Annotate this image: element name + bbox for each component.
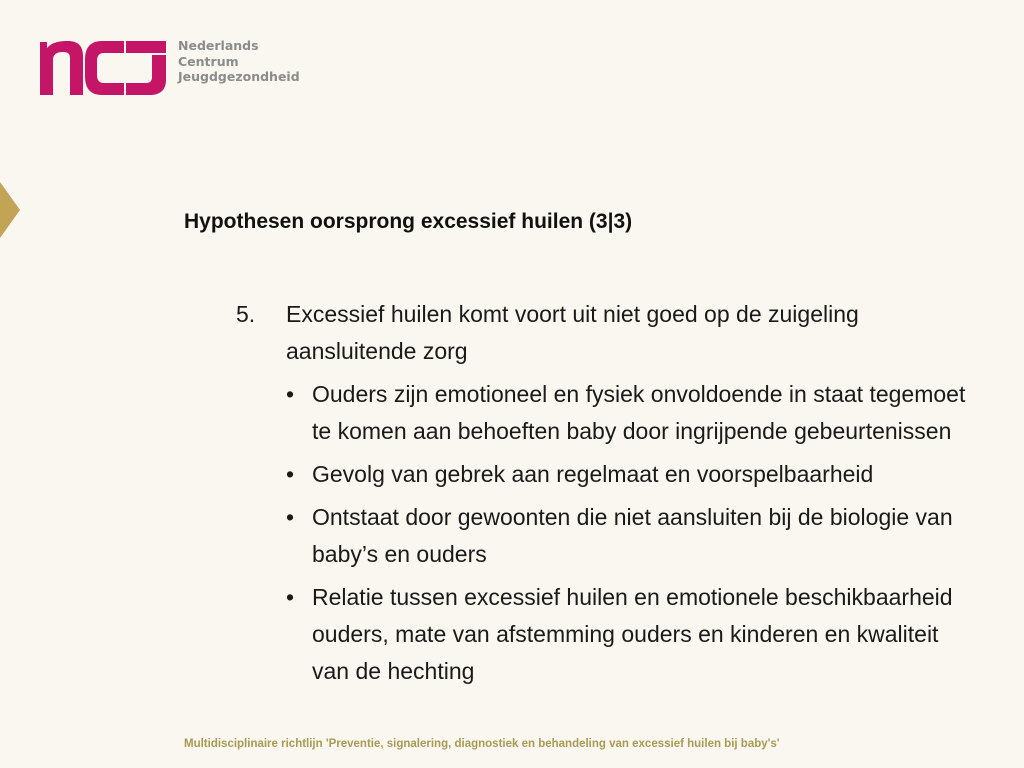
bullet-icon: •: [286, 504, 295, 530]
footer-text: Multidisciplinaire richtlijn 'Preventie, signalering, diagnostiek en behandeling van excessief huilen bij baby's': [184, 738, 780, 750]
ncj-logo-mark-icon: [38, 40, 168, 96]
item-text: Excessief huilen komt voort uit niet goed op de zuigeling aansluitende zorg: [286, 301, 859, 364]
numbered-item: [236, 296, 966, 696]
bullet-text: Ouders zijn emotioneel en fysiek onvoldoende in staat tegemoet te komen aan behoeften baby door ingrijpende gebeurtenissen: [312, 381, 966, 444]
list-item: [286, 456, 966, 493]
bullet-icon: •: [286, 461, 295, 487]
logo-wordmark: [178, 38, 300, 85]
item-body: [286, 296, 966, 696]
logo-line-3: Jeugdgezondheid: [178, 69, 300, 84]
list-item: [286, 376, 966, 450]
slide-title: Hypothesen oorsprong excessief huilen (3|3): [184, 210, 633, 233]
list-item: [286, 499, 966, 573]
slide-marker-arrow-icon: [0, 182, 20, 238]
bullet-icon: •: [286, 584, 295, 610]
bullet-text: Gevolg van gebrek aan regelmaat en voorspelbaarheid: [312, 461, 874, 487]
logo-line-1: Nederlands: [178, 38, 259, 53]
logo-line-2: Centrum: [178, 53, 239, 69]
slide-content: [236, 296, 966, 696]
ncj-logo: [38, 38, 298, 100]
item-number: 5.: [236, 301, 256, 327]
bullet-text: Relatie tussen excessief huilen en emotionele beschikbaarheid ouders, mate van afstemming ouders en kinderen en kwaliteit van de hechting: [312, 584, 953, 684]
bullet-text: Ontstaat door gewoonten die niet aansluiten bij de biologie van baby’s en ouders: [312, 504, 953, 567]
bullet-icon: •: [286, 381, 295, 407]
list-item: [286, 579, 966, 690]
bullet-list: [286, 376, 966, 690]
